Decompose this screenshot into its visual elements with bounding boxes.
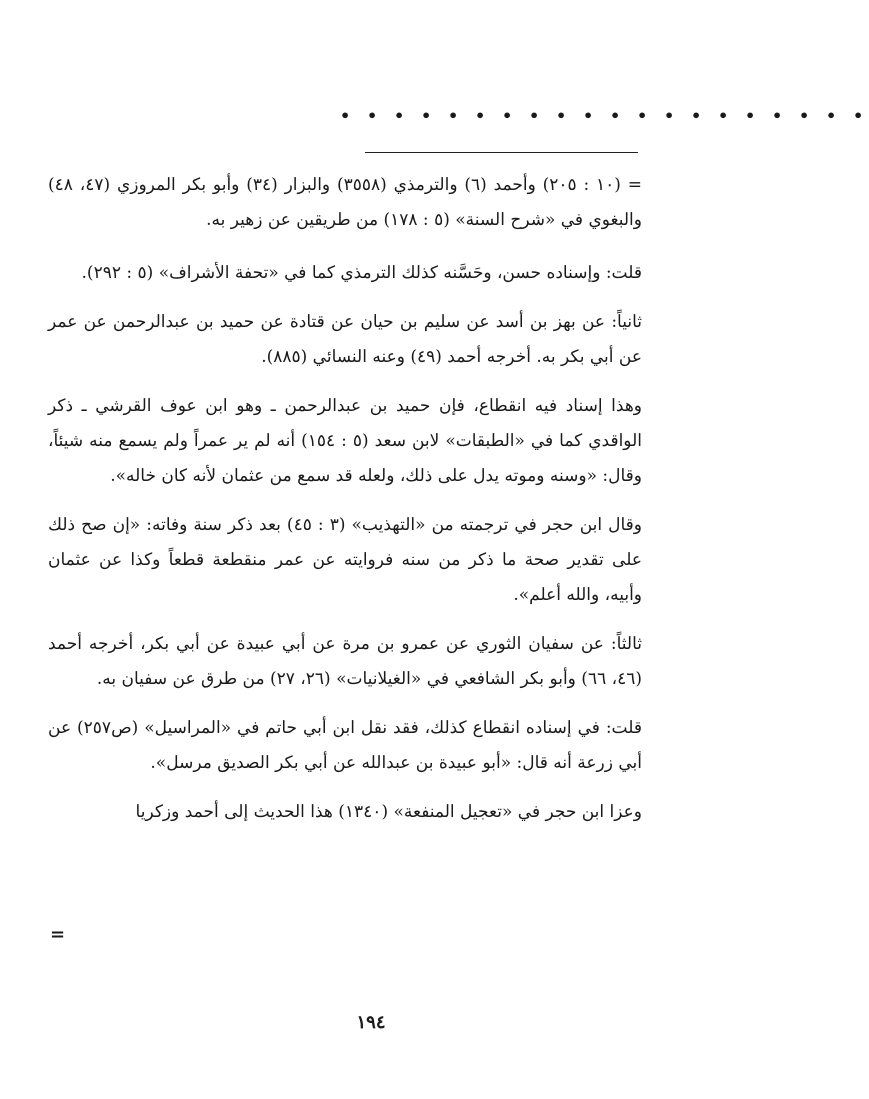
- continuation-mark: =: [50, 924, 66, 945]
- page-number: ١٩٤: [356, 1012, 386, 1033]
- footnote-separator-line: [365, 152, 638, 153]
- body-paragraph-2: ثانياً: عن بهز بن أسد عن سليم بن حيان عن قتادة عن حميد بن عبدالرحمن عن عمر عن أبي بكر به. أخرجه أحمد (٤٩) وعنه النسائي (٨٨٥).: [48, 312, 642, 367]
- body-paragraph-6: قلت: في إسناده انقطاع كذلك، فقد نقل ابن أبي حاتم في «المراسيل» (ص٢٥٧) عن أبي زرعة أنه قال: «أبو عبيدة بن عبدالله عن أبي بكر الصديق مرسل».: [48, 718, 642, 773]
- body-paragraph-5: ثالثاً: عن سفيان الثوري عن عمرو بن مرة عن أبي عبيدة عن أبي بكر، أخرجه أحمد (٤٦، ٦٦) وأبو بكر الشافعي في «الغيلانيات» (٢٦، ٢٧) من طرق عن سفيان به.: [48, 634, 642, 689]
- body-paragraph-7: وعزا ابن حجر في «تعجيل المنفعة» (١٣٤٠) هذا الحديث إلى أحمد وزكريا: [135, 802, 642, 822]
- body-paragraph-1: قلت: وإسناده حسن، وحَسَّنه كذلك الترمذي كما في «تحفة الأشراف» (٥ : ٢٩٢).: [81, 263, 642, 283]
- page-body: [48, 168, 642, 844]
- header-dots-ornament: • • • • • • • • • • • • • • • • • • • •: [340, 106, 869, 125]
- footnote-paragraph: = (١٠ : ٢٠٥) وأحمد (٦) والترمذي (٣٥٥٨) والبزار (٣٤) وأبو بكر المروزي (٤٧، ٤٨) والبغوي في «شرح السنة» (٥ : ١٧٨) من طريقين عن زهير به.: [48, 175, 642, 230]
- body-paragraph-3: وهذا إسناد فيه انقطاع، فإن حميد بن عبدالرحمن ـ وهو ابن عوف القرشي ـ ذكر الواقدي كما في «الطبقات» لابن سعد (٥ : ١٥٤) أنه لم ير عمراً ولم يسمع منه شيئاً، وقال: «وسنه وموته يدل على ذلك، ولعله قد سمع من عثمان لأنه كان خاله».: [48, 396, 642, 486]
- body-paragraph-4: وقال ابن حجر في ترجمته من «التهذيب» (٣ : ٤٥) بعد ذكر سنة وفاته: «إن صح ذلك على تقدير صحة ما ذكر من سنه فروايته عن عمر منقطعة قطعاً وكذا عن عثمان وأبيه، والله أعلم».: [48, 515, 643, 605]
